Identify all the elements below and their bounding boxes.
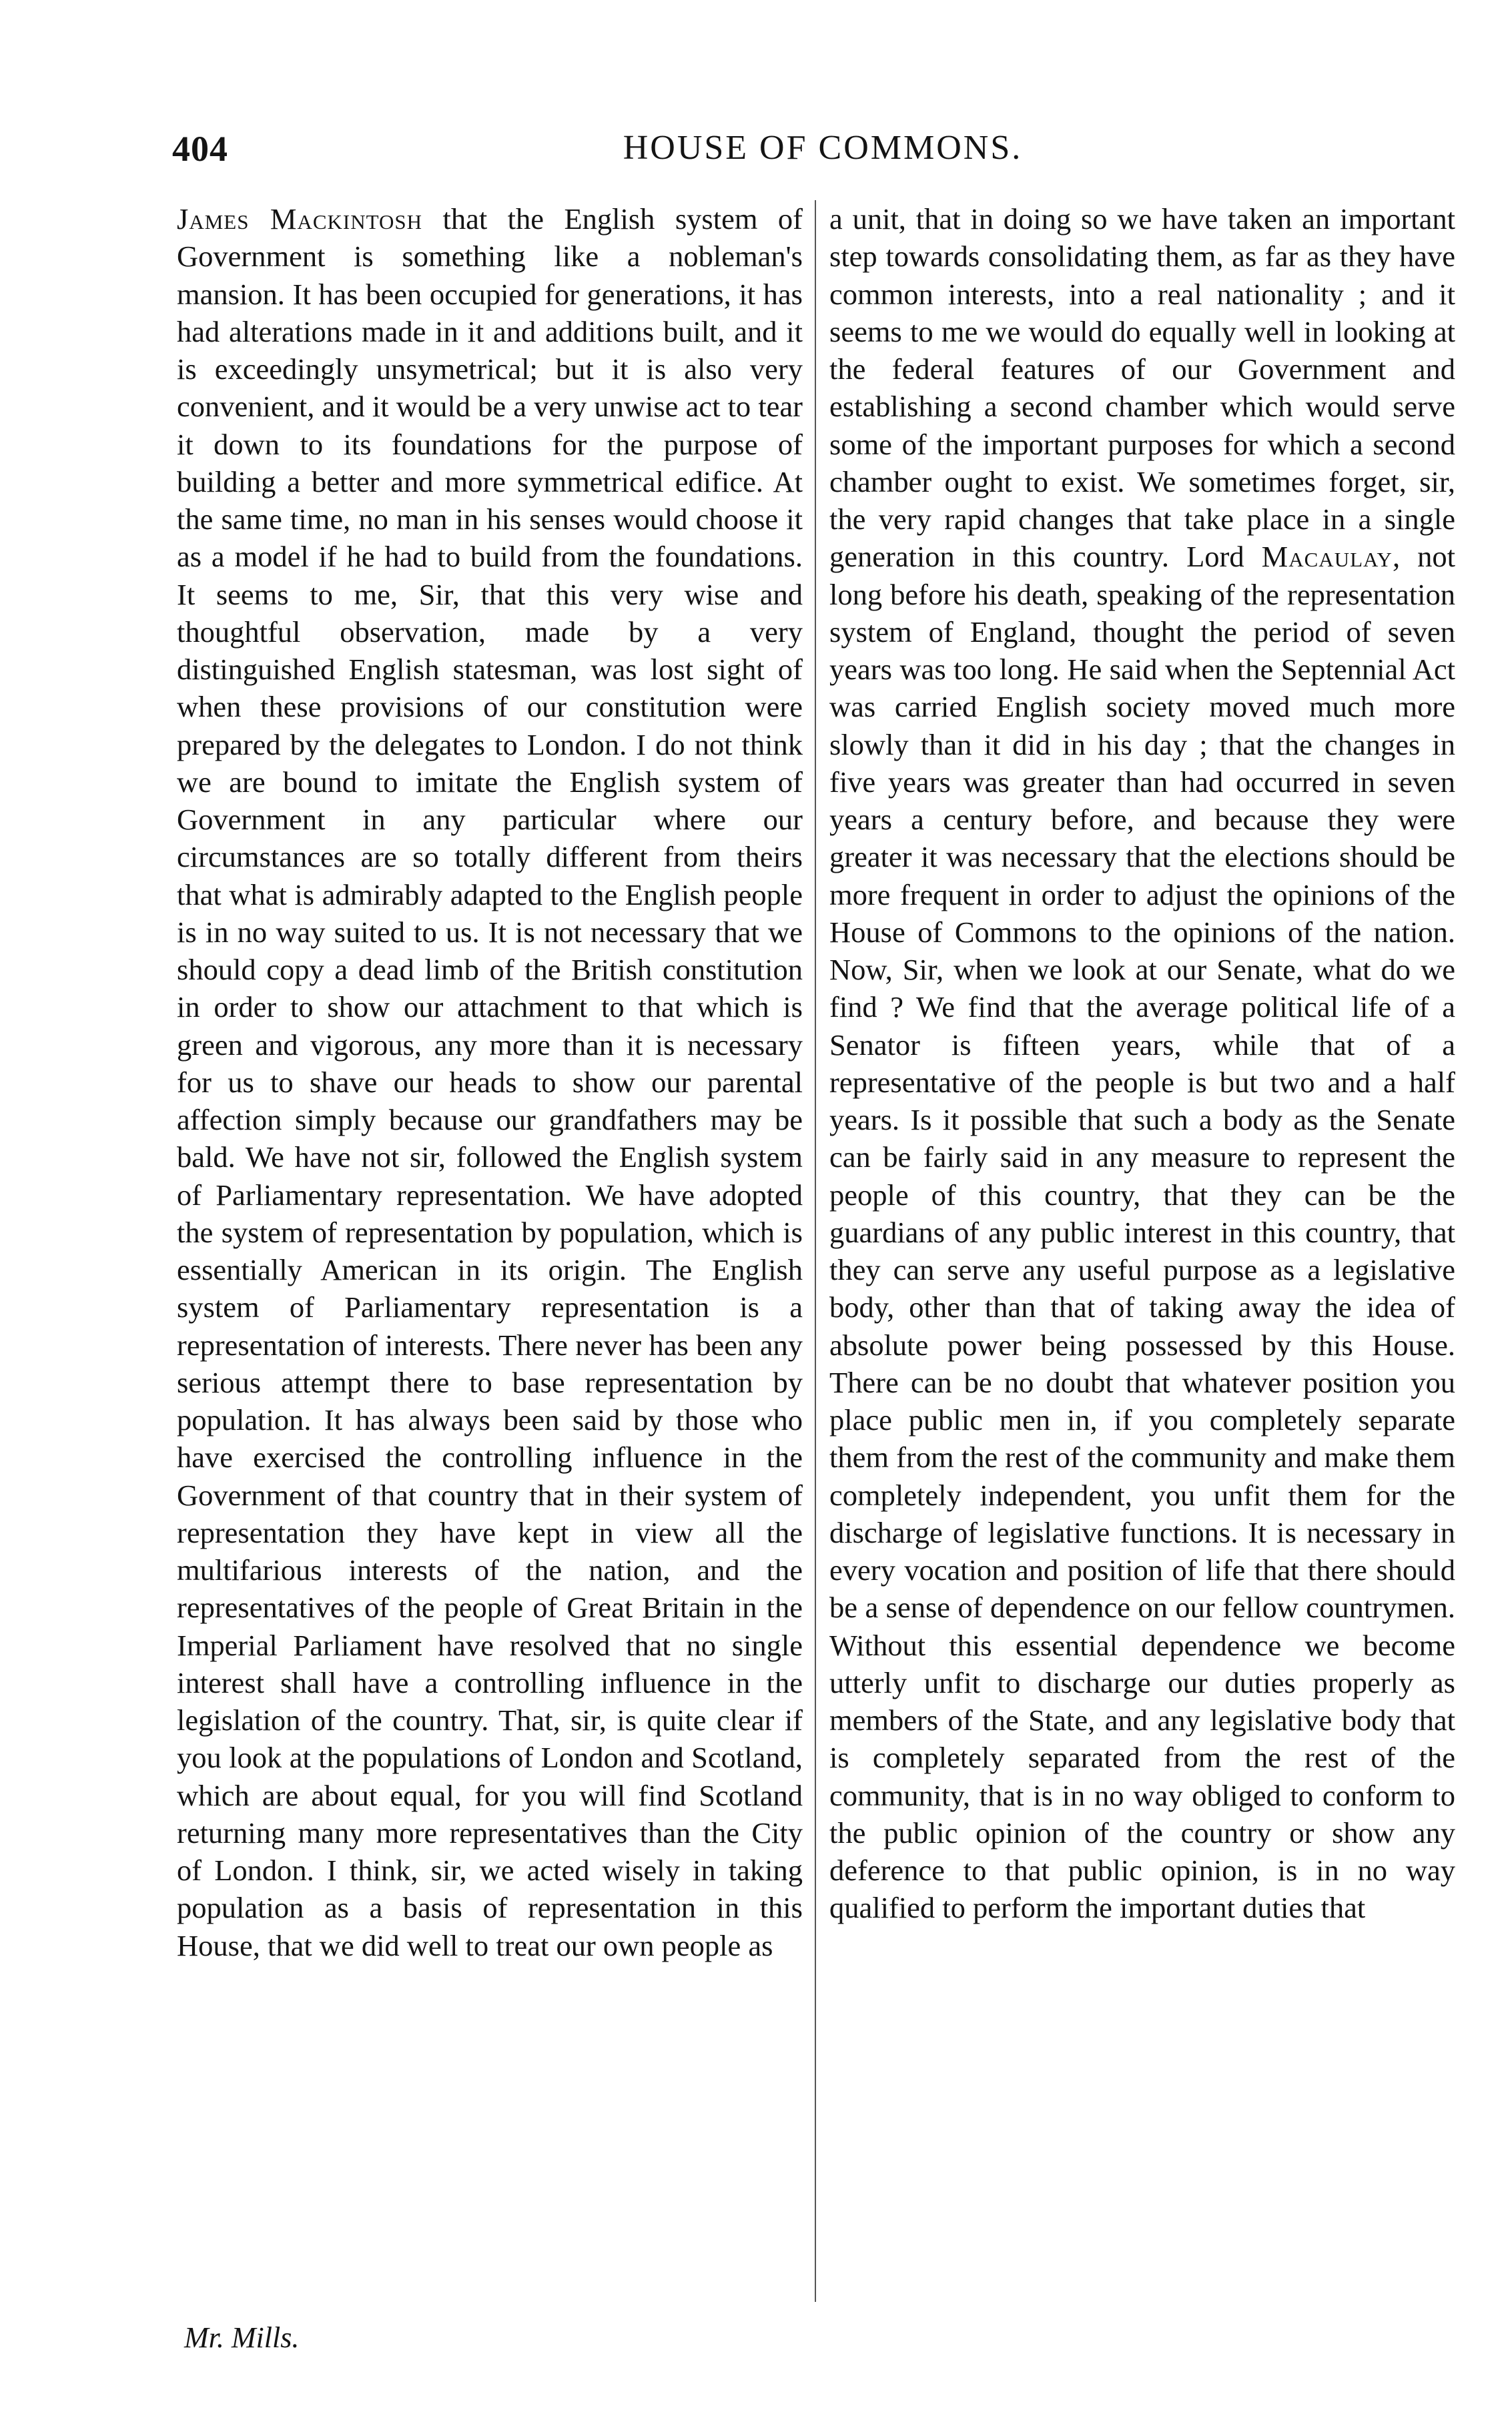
- right-column-text-start: a unit, that in doing so we have taken an important step towards consolidating them, as far as they have common interests, into a real nationality ; and it seems to me we would do equally well in looking at the federal features of our Government and establishing a second chamber which would serve some of the important purposes for which a second chamber ought to exist. We sometimes forget, sir, the very rapid changes that take place in a single generation in this country. Lord: [829, 202, 1455, 574]
- column-divider: [815, 200, 816, 2302]
- right-column-paragraph: [829, 200, 1455, 1927]
- speaker-footer: Mr. Mills.: [184, 2321, 300, 2354]
- page-number: 404: [172, 129, 228, 169]
- running-head: HOUSE OF COMMONS.: [623, 129, 1023, 167]
- left-column-text: that the English system of Government is something like a nobleman's mansion. It has been occupied for generations, it has had alterations made in it and additions built, and it is exceedingly unsymetrical; but it is also very convenient, and it would be a very unwise act to tear it down to its foundations for the purpose of building a better and more symmetrical edifice. At the same time, no man in his senses would choose it as a model if he had to build from the foundations. It seems to me, Sir, that this very wise and thoughtful observation, made by a very distinguished English statesman, was lost sight of when these provisions of our constitution were prepared by the delegates to London. I do not think we are bound to imitate the English system of Government in any particular where our circumstances are so totally different from theirs that what is admirably adapted to the English people is in no way suited to us. It is not necessary that we should copy a dead limb of the British constitution in order to show our attachment to that which is green and vigorous, any more than it is necessary for us to shave our heads to show our parental affection simply because our grandfathers may be bald. We have not sir, followed the English system of Parliamentary representation. We have adopted the system of representation by population, which is essentially American in its origin. The English system of Parliamentary representation is a representation of interests. There never has been any serious attempt there to base representation by population. It has always been said by those who have exercised the controlling influence in the Government of that country that in their system of representation they have kept in view all the multifarious interests of the nation, and the representatives of the people of Great Britain in the Imperial Parliament have resolved that no single interest shall have a controlling influence in the legislation of the country. That, sir, is quite clear if you look at the populations of London and Scotland, which are about equal, for you will find Scotland returning many more representatives than the City of London. I think, sir, we acted wisely in taking population as a basis of representation in this House, that we did well to treat our own people as: [177, 202, 803, 1962]
- person-reference: Macaulay: [1261, 540, 1393, 574]
- left-column-paragraph: [177, 200, 803, 1964]
- page-header: [172, 128, 1473, 181]
- speaker-reference: James Mackintosh: [177, 202, 423, 236]
- left-column: [177, 200, 803, 2315]
- right-column: [829, 200, 1455, 2315]
- right-column-text-end: , not long before his death, speaking of the representation system of England, thought the period of seven years was too long. He said when the Septennial Act was carried English society moved much more slowly than it did in his day ; that the changes in five years was greater than had occurred in seven years a century before, and because they were greater it was necessary that the elections should be more frequent in order to adjust the opinions of the House of Commons to the opinions of the nation. Now, Sir, when we look at our Senate, what do we find ? We find that the average political life of a Senator is fifteen years, while that of a representative of the people is but two and a half years. Is it possible that such a body as the Senate can be fairly said in any measure to represent the people of this country, that they can be the guardians of any public interest in this country, that they can serve any useful purpose as a legislative body, other than that of taking away the idea of absolute power being possessed by this House. There can be no doubt that whatever position you place public men in, if you completely separate them from the rest of the community and make them completely independent, you unfit them for the discharge of legislative functions. It is necessary in every vocation and position of life that there should be a sense of dependence on our fellow countrymen. Without this essential dependence we become utterly unfit to discharge our duties properly as members of the State, and any legislative body that is completely separated from the rest of the community, that is in no way obliged to conform to the public opinion of the country or show any deference to that public opinion, is in no way qualified to perform the important duties that: [829, 540, 1455, 1925]
